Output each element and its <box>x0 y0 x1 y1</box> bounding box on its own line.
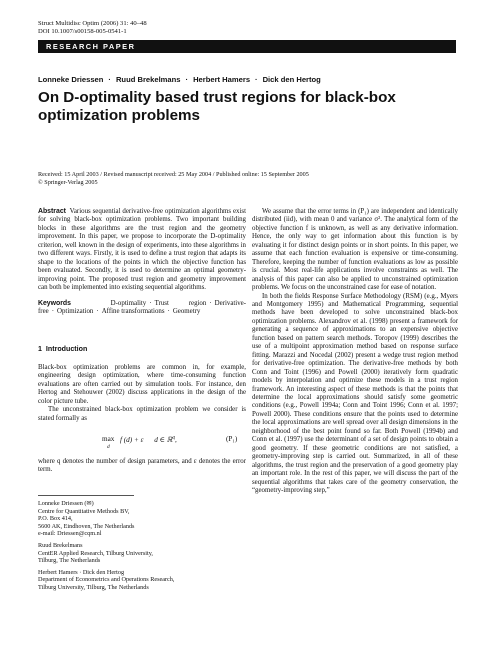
received-dates: Received: 15 April 2003 / Revised manuscript received: 25 May 2004 / Published online: 15 September 2005 <box>38 171 309 178</box>
article-type-label: RESEARCH PAPER <box>46 42 136 51</box>
affiliation-line: e-mail: Driessen@cqm.nl <box>38 530 102 538</box>
equation-label: (P₁) <box>226 435 238 443</box>
body-paragraph: In both the fields Response Surface Methodology (RSM) (e.g., Myers and Montgomery 1995) and Mathematical Programming, sequential methods have been developed to solve unconstrained black-box optimization problems. Alexandrov et al. (1998) present a framework for generating a sequence of approximations to an expensive objective function based on pattern search methods. Toropov (1999) describes the use of a multipoint approximation method based on response surface fitting. Marazzi and Nocedal (2002) present a wedge trust region method for derivative-free optimization. The derivative-free methods by both Conn and Toint (1996) and Powell (2000) iteratively form quadratic models by interpolation and optimize these models in a trust region framework. An interesting aspect of these methods is that the points that determine the local approximations should satisfy some geometric conditions (e.g., Powell 1994a; Conn and Toint 1996; Conn et al. 1997; Powell 2000). These conditions ensure that the points used to determine the local approximations are well spread over all design dimensions in the neighborhood of the best point found so far. Both Powell (1994b) and Conn et al. (1997) use the determinant of a set of design points to obtain a good geometry. If these geometric conditions are not satisfied, a geometry-improving step is carried out. Summarized, in all of these algorithms, the trust region and the preservation of a good geometry play an important role. In the rest of this paper, we will discuss the part of the sequential algorithms that takes care of the geometry conservation, the “geometry-improving step,” <box>252 292 458 494</box>
keyword: Geometry <box>172 308 201 316</box>
journal-header <box>38 20 147 37</box>
author: Lonneke Driessen <box>38 75 104 84</box>
abstract-label: Abstract <box>38 208 66 215</box>
equation-max: max <box>102 435 115 443</box>
section-title: Introduction <box>45 345 88 353</box>
journal-citation: Struct Multidisc Optim (2006) 31: 40–48 <box>38 20 147 27</box>
affiliation-line: Tilburg University, Tilburg, The Netherlands <box>38 583 149 591</box>
keyword: Trust region <box>154 300 207 307</box>
affiliation-line: CentER Applied Research, Tilburg University, <box>38 549 153 557</box>
section-number: 1 <box>38 345 42 353</box>
right-column-text <box>252 208 458 495</box>
affiliation <box>38 542 246 565</box>
publication-history <box>38 171 458 186</box>
affiliations <box>38 500 246 592</box>
intro-continuation <box>38 458 246 475</box>
equation-p1 <box>38 435 246 457</box>
intro-text <box>38 364 246 423</box>
keyword: D-optimality <box>110 300 147 307</box>
keywords-label: Keywords <box>38 300 71 307</box>
affiliation-line: P.O. Box 414, <box>38 515 73 523</box>
affiliation-name: Ruud Brekelmans <box>38 541 83 549</box>
keyword: Derivative-free <box>38 300 246 316</box>
affiliation <box>38 500 246 538</box>
author: Ruud Brekelmans <box>115 75 181 84</box>
author: Herbert Hamers <box>193 75 251 84</box>
author-separator: · <box>185 75 189 84</box>
equation-body: f (d) + ε d ∈ ℝ$^q$, <box>120 435 177 444</box>
intro-paragraph: The unconstrained black-box optimization problem we consider is stated formally as <box>38 406 246 422</box>
copyright: © Springer-Verlag 2005 <box>38 178 98 186</box>
keyword: Affine transformations <box>101 308 165 316</box>
intro-paragraph: Black-box optimization problems are common in, for example, engineering design optimization, where time-consuming function evaluations are often carried out by simulation tools. For instance, den Hertog and Stehouwer (2002) discuss applications in the design of the color picture tube. <box>38 364 246 405</box>
author-separator: · <box>255 75 258 84</box>
doi: DOI 10.1007/s00158-005-0541-1 <box>38 28 127 36</box>
article-type-banner <box>38 40 456 53</box>
author: Dick den Hertog <box>262 75 321 84</box>
keyword: Optimization <box>57 308 94 316</box>
footnote-rule <box>38 495 134 496</box>
body-paragraph: We assume that the error terms in (P₁) are independent and identically distributed (iid), with mean 0 and variance σ². The analytical form of the objective function f is unknown, as well as any derivative information. Hence, the only way to get information about this function is by evaluating it for distinct design points or in short points. In this paper, we assume that each function evaluation is expensive or time-consuming. Therefore, keeping the number of function evaluations as low as possible is crucial. Most real-life applications involve constraints as well. The analysis of this paper can also be applied to unconstrained optimization problems. We focus on the unconstrained case for ease of notation. <box>252 208 458 292</box>
affiliation <box>38 569 246 592</box>
affiliation-line: 5600 AK, Eindhoven, The Netherlands <box>38 522 135 530</box>
affiliation-line: Department of Econometrics and Operations Research, <box>38 576 175 584</box>
author-list <box>38 75 321 84</box>
author-separator: · <box>108 75 111 84</box>
paper-title: On D-optimality based trust regions for black-box optimization problems <box>38 89 396 124</box>
affiliation-name: Lonneke Driessen (✉) <box>38 500 94 507</box>
affiliation-line: Tilburg, The Netherlands <box>38 557 101 565</box>
intro-paragraph: where q denotes the number of design parameters, and ε denotes the error term. <box>38 458 246 474</box>
affiliation-line: Centre for Quantitative Methods BV, <box>38 507 130 515</box>
keywords: Keywords D-optimality · Trust region · Derivative-free · Optimization · Affine transformations · Geometry <box>38 300 246 316</box>
abstract <box>38 208 246 293</box>
abstract-text: Various sequential derivative-free optimization algorithms exist for solving black-box optimization problems. Two important building blocks in these algorithms are the trust region and the geometry improvement. In this paper, we propose to incorporate the D-optimality criterion, well known in the design of experiments, into these algorithms in two different ways. Firstly, it is used to define a trust region that adapts its shape to the locations of the points in which the objective function has been evaluated. Secondly, it is used to determine an optimal geometry-improving point. The proposed trust region and geometry improvement can both be implemented into existing sequential algorithms. <box>38 208 247 292</box>
affiliation-name: Herbert Hamers · Dick den Hertog <box>38 568 125 576</box>
equation-subscript: d <box>107 444 110 450</box>
section-heading-introduction <box>38 345 87 353</box>
